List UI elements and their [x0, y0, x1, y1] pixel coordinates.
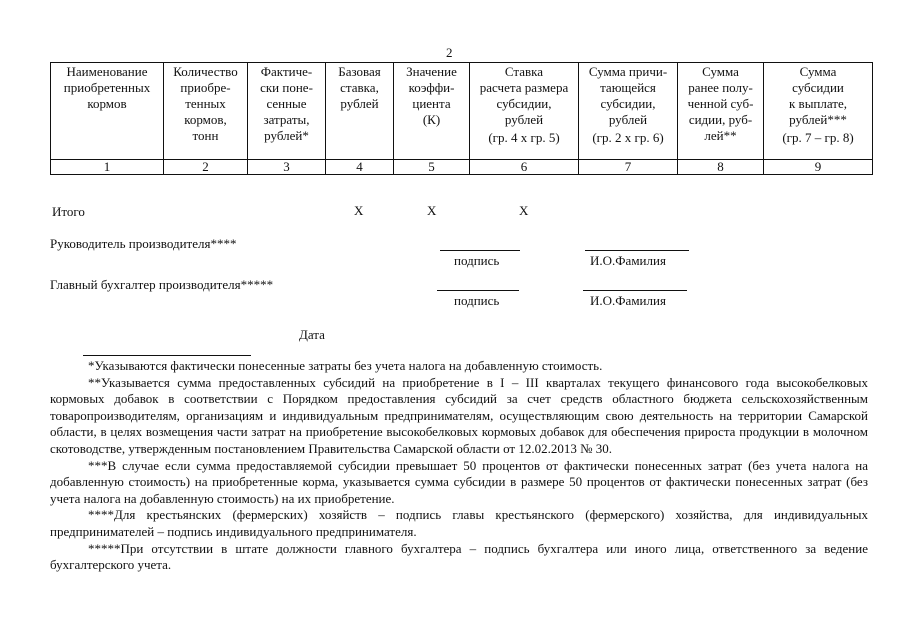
total-x-col5: Х — [427, 203, 437, 218]
date-label: Дата — [299, 327, 325, 342]
accountant-name-caption: И.О.Фамилия — [590, 293, 666, 308]
footnote: *Указываются фактически понесенные затраты без учета налога на добавленную стоимость. — [88, 358, 603, 373]
total-label: Итого — [52, 204, 85, 219]
header-cell: Сумма субсидии к выплате, рублей*** (гр. 7 – гр. 8) — [764, 63, 873, 160]
column-number: 6 — [470, 160, 579, 175]
column-number: 4 — [326, 160, 394, 175]
column-number: 3 — [248, 160, 326, 175]
total-x-col4: Х — [354, 203, 364, 218]
head-name-caption: И.О.Фамилия — [590, 253, 666, 268]
column-number: 8 — [678, 160, 764, 175]
footnote: **Указывается сумма предоставленных субсидий на приобретение в I – III кварталах текущего финансового года высокобелковых кормовых добавок в соответствии с Порядком предоставления субсидий за счет средств областного бюджета сельскохозяйственным товаропроизводителям, организациям и индивидуальным предпринимателям, осуществляющим свою деятельность на территории Самарской области, в целях возмещения части затрат на приобретение высокобелковых кормовых добавок для обеспечения прироста продукции в молочном скотоводстве, утвержденным постановлением Правительства Самарской области от 12.02.2013 № 30. — [50, 374, 868, 456]
column-number: 1 — [51, 160, 164, 175]
header-cell: Наименование приобретенных кормов — [51, 63, 164, 160]
head-name-line — [585, 250, 689, 251]
total-x-col6: Х — [519, 203, 529, 218]
footnote-separator — [83, 355, 251, 356]
header-cell: Сумма причи- тающейся субсидии, рублей (гр. 2 х гр. 6) — [579, 63, 678, 160]
header-cell: Сумма ранее полу- ченной суб- сидии, руб- лей** — [678, 63, 764, 160]
column-number: 5 — [394, 160, 470, 175]
footnote: ****Для крестьянских (фермерских) хозяйств – подпись главы крестьянского (фермерского) хозяйства, для индивидуальных предпринимателей – подпись индивидуального предпринимателя. — [50, 507, 868, 539]
table-header-row — [51, 63, 873, 160]
header-cell: Ставка расчета размера субсидии, рублей (гр. 4 х гр. 5) — [470, 63, 579, 160]
footnote: ***В случае если сумма предоставляемой субсидии превышает 50 процентов от фактически понесенных затрат (без учета налога на добавленную стоимость) на приобретенные корма, указывается сумма субсидии в размере 50 процентов от фактически понесенных затрат (без учета налога на добавленную стоимость) на их приобретение. — [50, 457, 868, 506]
subsidy-table — [50, 62, 873, 175]
head-signature-label: Руководитель производителя**** — [50, 236, 237, 251]
header-cell: Значение коэффи- циента (К) — [394, 63, 470, 160]
header-cell: Базовая ставка, рублей — [326, 63, 394, 160]
header-cell: Количество приобре- тенных кормов, тонн — [164, 63, 248, 160]
accountant-signature-caption: подпись — [454, 293, 500, 308]
accountant-name-line — [583, 290, 687, 291]
page-number: 2 — [446, 45, 453, 60]
column-number: 9 — [764, 160, 873, 175]
footnotes — [50, 358, 868, 574]
head-signature-line — [440, 250, 520, 251]
column-number: 2 — [164, 160, 248, 175]
footnote: *****При отсутствии в штате должности главного бухгалтера – подпись бухгалтера или иного лица, ответственного за ведение бухгалтерского учета. — [50, 540, 868, 573]
header-cell: Фактиче- ски поне- сенные затраты, рублей* — [248, 63, 326, 160]
column-number: 7 — [579, 160, 678, 175]
accountant-signature-label: Главный бухгалтер производителя***** — [50, 277, 274, 292]
column-number-row — [51, 160, 873, 175]
head-signature-caption: подпись — [454, 253, 500, 268]
accountant-signature-line — [437, 290, 519, 291]
